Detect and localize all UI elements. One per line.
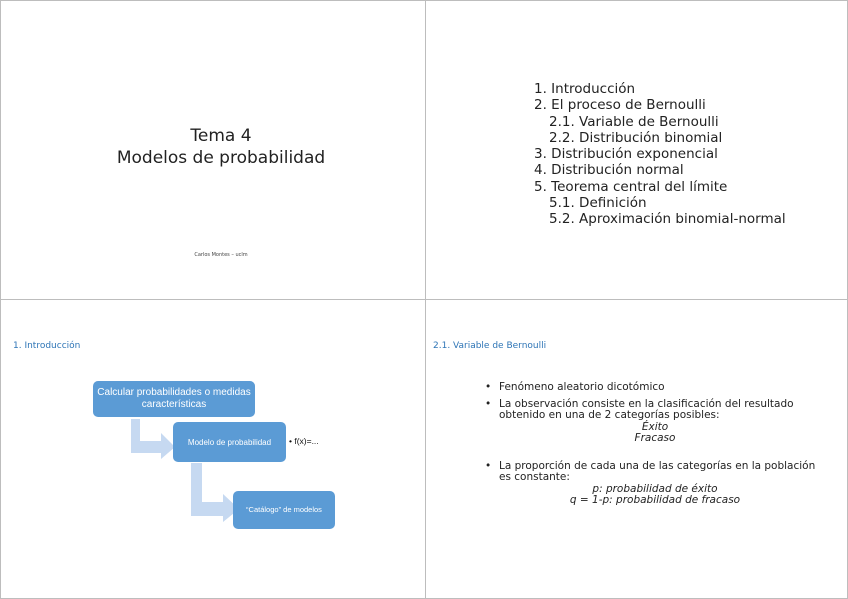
- bullet-marker: •: [485, 381, 492, 393]
- slide1-title: [61, 125, 381, 169]
- toc-item: 3. Distribución exponencial: [534, 146, 718, 163]
- toc-item: 1. Introducción: [534, 81, 636, 97]
- step-model-box: Modelo de probabilidad: [173, 422, 286, 462]
- bullet-marker: •: [485, 459, 492, 472]
- toc-subitem: 2.1. Variable de Bernoulli: [549, 113, 719, 130]
- step-calculate-box: Calcular probabilidades o medidas características: [93, 381, 255, 417]
- bullet-text: Fenómeno aleatorio dicotómico: [499, 381, 665, 393]
- bullet-item: [485, 382, 825, 394]
- toc-subitem: 5.2. Aproximación binomial-normal: [549, 211, 786, 228]
- slide1-title-line1: Tema 4: [190, 126, 252, 146]
- bullet-text: La proporción de cada una de las categorías en la población es constante:: [499, 459, 816, 483]
- model-function-bullet: • f(x)=...: [289, 436, 319, 446]
- divider-horizontal: [1, 299, 847, 300]
- p-definition: p: probabilidad de éxito: [592, 482, 718, 495]
- table-of-contents: [534, 81, 786, 228]
- category-fracaso: Fracaso: [634, 432, 676, 444]
- category-exito: Éxito: [641, 420, 669, 433]
- slide4-heading: 2.1. Variable de Bernoulli: [433, 341, 547, 351]
- toc-subitem: 5.1. Definición: [549, 195, 647, 212]
- toc-item: 4. Distribución normal: [534, 162, 684, 179]
- step-catalog-box: “Catálogo” de modelos: [233, 491, 335, 529]
- slide1-title-line2: Modelos de probabilidad: [116, 148, 326, 168]
- bullet-item: [485, 399, 825, 422]
- slide1-author: Carlos Montes – uclm: [194, 252, 248, 258]
- bernoulli-content: [485, 382, 825, 507]
- q-definition: q = 1-p: probabilidad de fracaso: [569, 494, 741, 506]
- toc-item: 2. El proceso de Bernoulli: [534, 97, 706, 114]
- bullet-text: La observación consiste en la clasificación del resultado obtenido en una de 2 categorías posibles:: [499, 397, 794, 421]
- bullet-item: [485, 461, 825, 484]
- bullet-marker: •: [485, 397, 492, 410]
- toc-item: 5. Teorema central del límite: [534, 178, 728, 195]
- toc-subitem: 2.2. Distribución binomial: [549, 129, 723, 146]
- slide3-heading: 1. Introducción: [13, 341, 81, 351]
